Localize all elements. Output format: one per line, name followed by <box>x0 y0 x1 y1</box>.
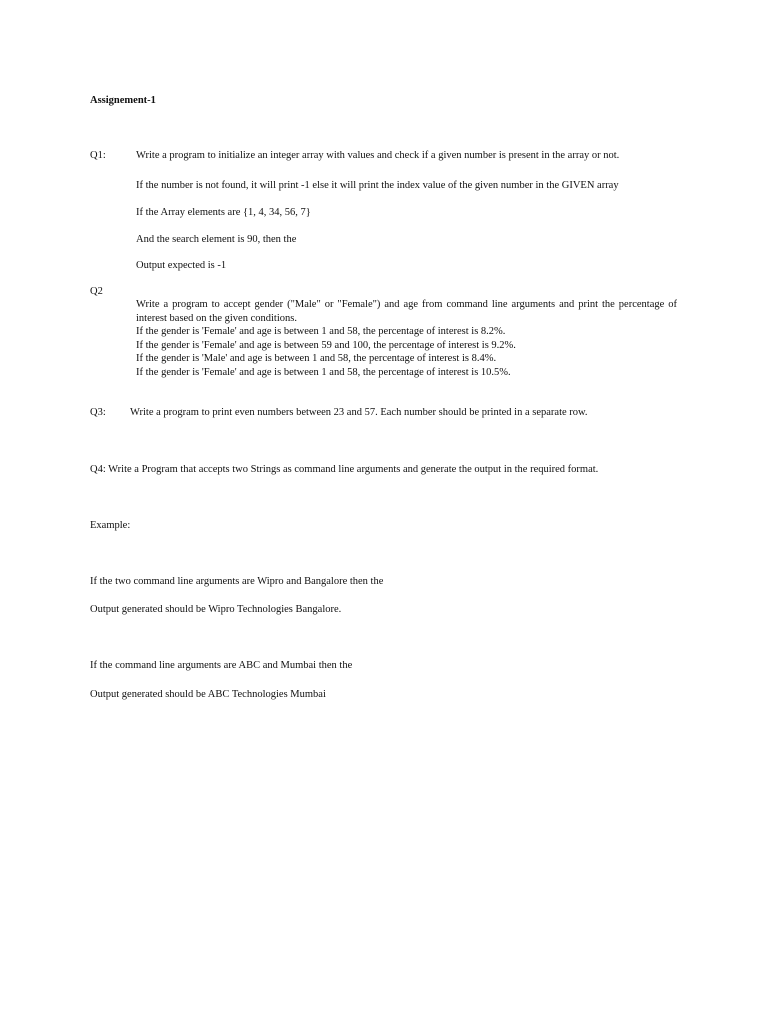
q4-example-2-input: If the command line arguments are ABC and Mumbai then the <box>90 660 353 671</box>
q2-condition-2: If the gender is 'Female' and age is between 59 and 100, the percentage of interest is 9.2%. <box>136 339 516 351</box>
q1-condition-text: If the number is not found, it will print -1 else it will print the index value of the given number in the GIVEN array <box>136 180 619 191</box>
q2-intro: Write a program to accept gender ("Male" or "Female") and age from command line arguments and print the percentage of interest based on the given conditions. <box>136 299 677 324</box>
q2-label: Q2 <box>90 286 103 297</box>
q2-condition-1: If the gender is 'Female' and age is between 1 and 58, the percentage of interest is 8.2%. <box>136 326 506 338</box>
document-title: Assignement-1 <box>90 95 156 106</box>
q1-question-text: Write a program to initialize an integer array with values and check if a given number is present in the array or not. <box>136 150 620 161</box>
q2-condition-3: If the gender is 'Male' and age is between 1 and 58, the percentage of interest is 8.4%. <box>136 353 497 365</box>
q4-example-label: Example: <box>90 520 131 531</box>
q1-array-elements: If the Array elements are {1, 4, 34, 56, 7} <box>136 207 311 218</box>
q3-label: Q3: <box>90 407 106 418</box>
q4-example-1-output: Output generated should be Wipro Technologies Bangalore. <box>90 604 342 615</box>
q3-question-text: Write a program to print even numbers between 23 and 57. Each number should be printed in a separate row. <box>130 407 588 418</box>
q1-expected-output: Output expected is -1 <box>136 260 227 271</box>
q1-label: Q1: <box>90 150 106 161</box>
q4-example-1-input: If the two command line arguments are Wipro and Bangalore then the <box>90 576 384 587</box>
q1-search-element: And the search element is 90, then the <box>136 234 297 245</box>
q4-example-2-output: Output generated should be ABC Technologies Mumbai <box>90 689 326 700</box>
q4-question-text: Q4: Write a Program that accepts two Strings as command line arguments and generate the output in the required format. <box>90 464 599 475</box>
q2-body <box>136 298 677 380</box>
q2-condition-4: If the gender is 'Female' and age is between 1 and 58, the percentage of interest is 10.5%. <box>136 366 511 378</box>
